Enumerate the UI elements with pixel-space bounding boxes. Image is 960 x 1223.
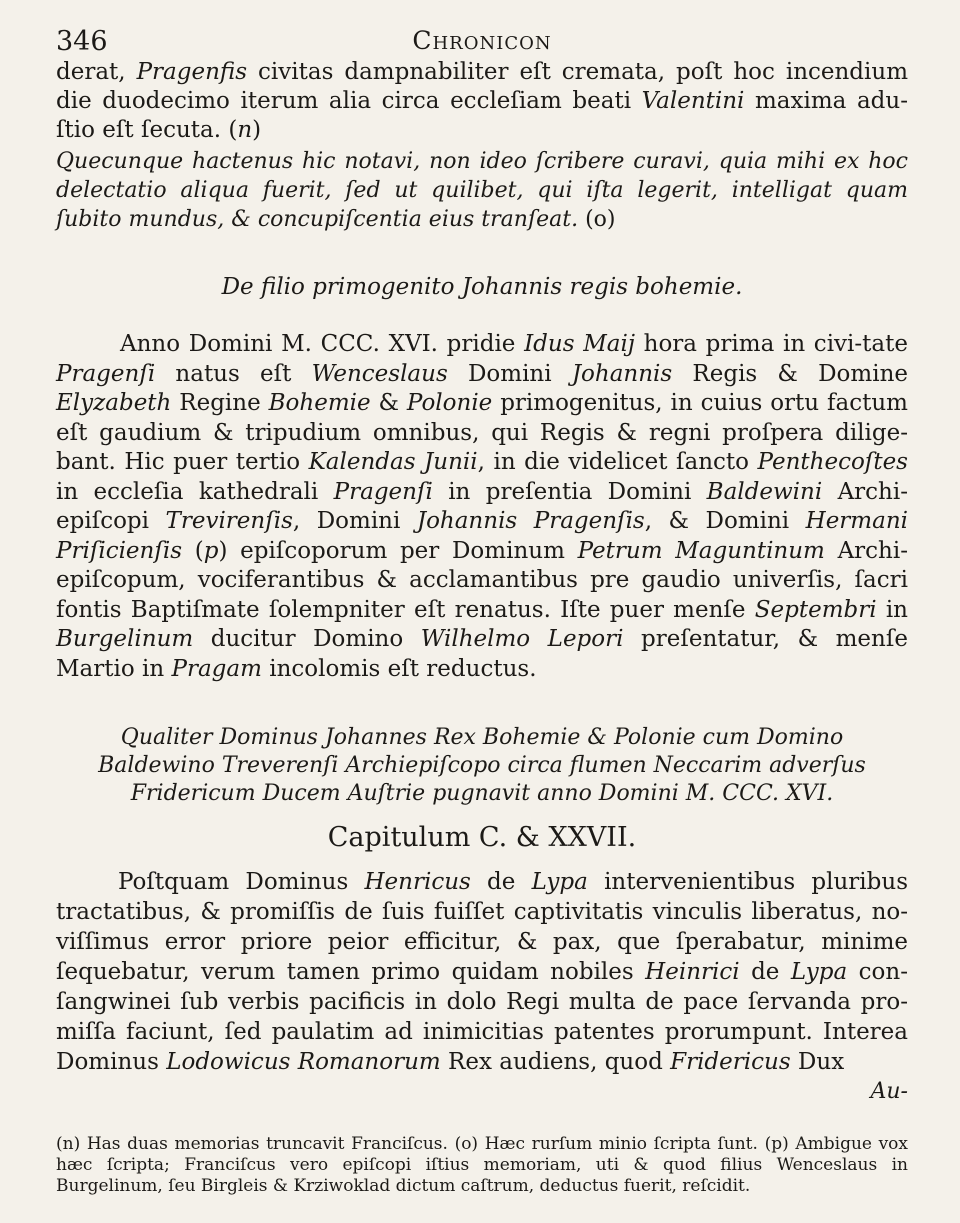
note-ref-o: (o) <box>585 207 616 232</box>
footnote-mark-o: (o) <box>454 1134 479 1154</box>
birth-paragraph: Anno Domini M. CCC. XVI. pridie Idus Maij hora prima in civi-tate Pragenſi natus eſt Wenceslaus Domini Johannis Regis & Domine Elyzabeth Regine Bohemie & Polonie primogenitus, in cuius ortu factum eſt gaudium & tripudium omnibus, qui Regis & regni proſpera dilige-bant. Hic puer tertio Kalendas Junii, in die videlicet ſancto Penthecoſtes in eccleſia kathedrali Pragenſi in preſentia Domini Baldewini Archi-epiſcopi Trevirenſis, Domini Johannis Pragenſis, & Domini Hermani Priſicienſis (p) epiſcoporum per Dominum Petrum Maguntinum Archi-epiſcopum, vociferantibus & acclamantibus pre gaudio univerſis, ſacri fontis Baptiſmate ſolempniter eſt renatus. Iſte puer menſe Septembri in Burgelinum ducitur Domino Wilhelmo Lepori preſentatur, & menſe Martio in Pragam incolomis eſt reductus. <box>56 331 908 682</box>
running-title: Chronicon <box>412 26 552 55</box>
footnote-mark-n: (n) <box>56 1134 81 1154</box>
chapter-number: Capitulum C. & XXVII. <box>327 822 637 853</box>
chapter-heading: Qualiter Dominus Johannes Rex Bohemie & Polonie cum Domino Baldewino Treverenſi Archiepiſcopo circa flumen Neccarim adverſus Fridericum Ducem Auſtrie pugnavit anno Domini M. CCC. XVI. <box>98 725 866 806</box>
section-heading: De filio primogenito Johannis regis bohemie. <box>221 274 743 300</box>
continuation-paragraph: derat, Pragenfis civitas dampnabiliter eſt cremata, poſt hoc incendium die duodecimo iterum alia circa eccleſiam beati Valentini maxima adu-ſtio eſt ſecuta. (n) <box>56 59 909 143</box>
running-header <box>56 18 908 58</box>
catchword: Au- <box>870 1079 908 1104</box>
footnotes: (n) Has duas memorias truncavit Franciſcus. (o) Hæc rurſum minio ſcripta ſunt. (p) Ambigue vox hæc ſcripta; Franciſcus vero epiſcopi iſtius memoriam, uti & quod filius Wenceslaus in Burgelinum, ſeu Birgleis & Krziwoklad dictum caſtrum, deductus fuerit, reſcidit. <box>56 1134 909 1196</box>
footnote-mark-p: (p) <box>764 1134 789 1154</box>
chapter-paragraph: Poſtquam Dominus Henricus de Lypa intervenientibus pluribus tractatibus, & promiſſis de ſuis fuiſſet captivitatis vinculis liberatus, no-viſſimus error priore peior efficitur, & pax, que ſperabatur, minime ſequebatur, verum tamen primo quidam nobiles Heinrici de Lypa con-ſangwinei ſub verbis pacificis in dolo Regi multa de pace ſervanda pro-miſſa faciunt, ſed paulatim ad inimicitias patentes prorumpunt. Interea Dominus Lodowicus Romanorum Rex audiens, quod Fridericus Dux <box>56 869 908 1075</box>
page-number: 346 <box>56 26 108 57</box>
author-reflection: Quecunque hactenus hic notavi, non ideo ſcribere curavi, quia mihi ex hoc delectatio aliqua fuerit, ſed ut quilibet, qui iſta legerit, intelligat quam ſubito mundus, & concupiſcentia eius tranſeat. (o) <box>56 149 908 232</box>
